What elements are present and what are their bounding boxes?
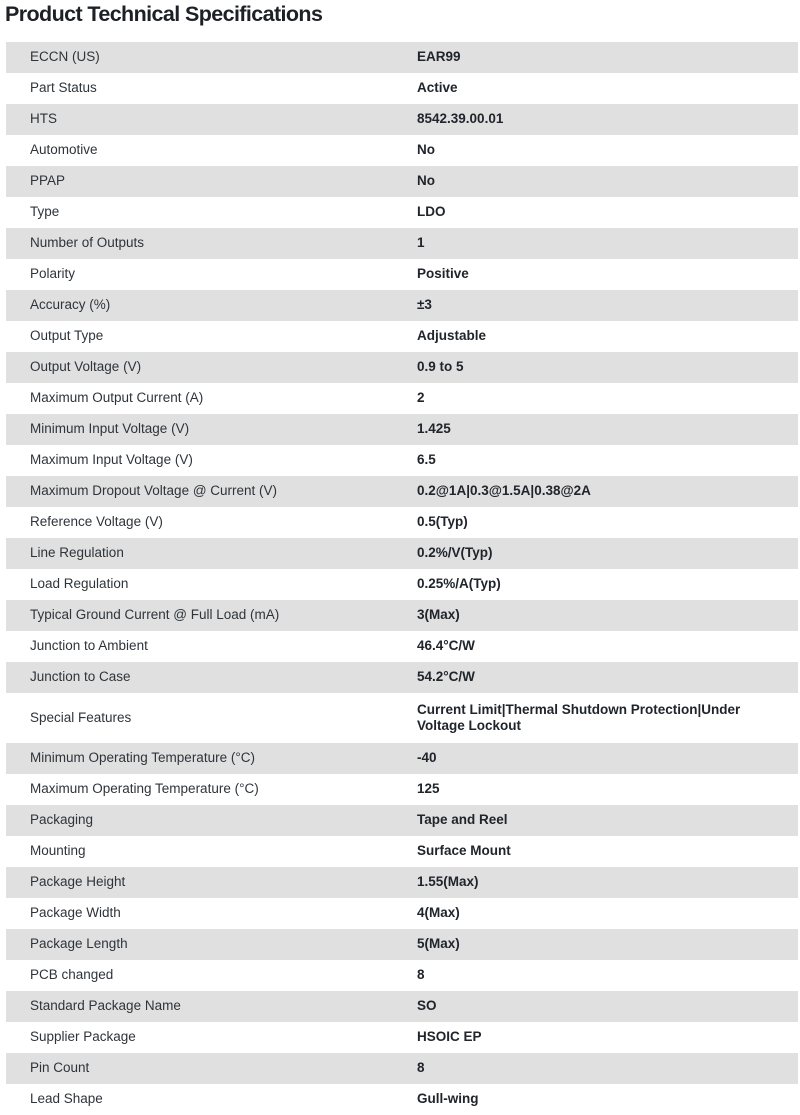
spec-row bbox=[6, 1084, 798, 1115]
spec-value: 6.5 bbox=[417, 452, 436, 468]
spec-value: 1.55(Max) bbox=[417, 874, 479, 890]
spec-label: Packaging bbox=[30, 812, 94, 828]
spec-label: Number of Outputs bbox=[30, 235, 145, 251]
spec-row bbox=[6, 569, 798, 600]
spec-value: 8542.39.00.01 bbox=[417, 111, 504, 127]
spec-label: Pin Count bbox=[30, 1060, 90, 1076]
spec-row bbox=[6, 228, 798, 259]
spec-row bbox=[6, 166, 798, 197]
spec-label: Package Height bbox=[30, 874, 126, 890]
spec-label: Supplier Package bbox=[30, 1029, 136, 1045]
spec-label: Reference Voltage (V) bbox=[30, 514, 163, 530]
spec-value: 3(Max) bbox=[417, 607, 460, 623]
spec-label: Minimum Input Voltage (V) bbox=[30, 421, 190, 437]
spec-row bbox=[6, 662, 798, 693]
spec-row bbox=[6, 631, 798, 662]
spec-row bbox=[6, 290, 798, 321]
spec-label: Minimum Operating Temperature (°C) bbox=[30, 750, 255, 766]
spec-value: Adjustable bbox=[417, 328, 487, 344]
spec-label: Mounting bbox=[30, 843, 86, 859]
spec-label: ECCN (US) bbox=[30, 49, 100, 65]
spec-value: 4(Max) bbox=[417, 905, 460, 921]
spec-label: Line Regulation bbox=[30, 545, 124, 561]
spec-value: SO bbox=[417, 998, 437, 1014]
spec-label: PPAP bbox=[30, 173, 66, 189]
spec-label: Maximum Dropout Voltage @ Current (V) bbox=[30, 483, 278, 499]
spec-value: Tape and Reel bbox=[417, 812, 508, 828]
spec-label: Package Length bbox=[30, 936, 128, 952]
spec-row bbox=[6, 1053, 798, 1084]
spec-row bbox=[6, 538, 798, 569]
spec-label: Automotive bbox=[30, 142, 98, 158]
spec-row bbox=[6, 135, 798, 166]
spec-row bbox=[6, 600, 798, 631]
spec-value: 0.2%/V(Typ) bbox=[417, 545, 493, 561]
page-title: Product Technical Specifications bbox=[5, 2, 323, 26]
spec-row bbox=[6, 774, 798, 805]
spec-row bbox=[6, 960, 798, 991]
spec-label: Maximum Operating Temperature (°C) bbox=[30, 781, 259, 797]
spec-label: Maximum Input Voltage (V) bbox=[30, 452, 193, 468]
spec-row bbox=[6, 445, 798, 476]
spec-row bbox=[6, 507, 798, 538]
spec-row bbox=[6, 743, 798, 774]
spec-value: EAR99 bbox=[417, 49, 461, 65]
spec-row bbox=[6, 991, 798, 1022]
spec-row bbox=[6, 352, 798, 383]
spec-row bbox=[6, 321, 798, 352]
spec-row bbox=[6, 805, 798, 836]
spec-value: 54.2°C/W bbox=[417, 669, 475, 685]
spec-value: 125 bbox=[417, 781, 440, 797]
spec-label: Accuracy (%) bbox=[30, 297, 111, 313]
spec-value: 0.25%/A(Typ) bbox=[417, 576, 501, 592]
spec-label: Junction to Ambient bbox=[30, 638, 148, 654]
spec-row bbox=[6, 197, 798, 228]
spec-value: HSOIC EP bbox=[417, 1029, 482, 1045]
spec-value: LDO bbox=[417, 204, 446, 220]
spec-value: 0.5(Typ) bbox=[417, 514, 468, 530]
spec-row bbox=[6, 104, 798, 135]
spec-value: No bbox=[417, 173, 435, 189]
spec-value: 1 bbox=[417, 235, 425, 251]
spec-row bbox=[6, 867, 798, 898]
spec-row bbox=[6, 476, 798, 507]
spec-label: Maximum Output Current (A) bbox=[30, 390, 204, 406]
spec-row bbox=[6, 929, 798, 960]
spec-label: Type bbox=[30, 204, 60, 220]
spec-row bbox=[6, 693, 798, 743]
spec-value: Current Limit|Thermal Shutdown Protection|Under Voltage Lockout bbox=[417, 701, 741, 733]
spec-value: 8 bbox=[417, 1060, 425, 1076]
spec-label: Junction to Case bbox=[30, 669, 131, 685]
spec-row bbox=[6, 383, 798, 414]
spec-row bbox=[6, 414, 798, 445]
spec-row bbox=[6, 1022, 798, 1053]
spec-value: 2 bbox=[417, 390, 425, 406]
spec-row bbox=[6, 836, 798, 867]
spec-value: Gull-wing bbox=[417, 1091, 479, 1107]
spec-value: Active bbox=[417, 80, 458, 96]
spec-value: 0.9 to 5 bbox=[417, 359, 464, 375]
spec-value: 0.2@1A|0.3@1.5A|0.38@2A bbox=[417, 483, 591, 499]
spec-row bbox=[6, 73, 798, 104]
spec-row bbox=[6, 42, 798, 73]
spec-value: Surface Mount bbox=[417, 843, 511, 859]
spec-label: Package Width bbox=[30, 905, 121, 921]
spec-value: 8 bbox=[417, 967, 425, 983]
spec-value: -40 bbox=[417, 750, 437, 766]
spec-label: Output Type bbox=[30, 328, 104, 344]
spec-label: Load Regulation bbox=[30, 576, 129, 592]
spec-label: Part Status bbox=[30, 80, 97, 96]
spec-row bbox=[6, 259, 798, 290]
spec-value: 1.425 bbox=[417, 421, 451, 437]
spec-label: PCB changed bbox=[30, 967, 114, 983]
spec-row bbox=[6, 898, 798, 929]
spec-value: No bbox=[417, 142, 435, 158]
spec-value: Positive bbox=[417, 266, 469, 282]
spec-label: Typical Ground Current @ Full Load (mA) bbox=[30, 607, 280, 623]
spec-label: Special Features bbox=[30, 709, 132, 725]
spec-label: HTS bbox=[30, 111, 57, 127]
spec-label: Standard Package Name bbox=[30, 998, 181, 1014]
spec-value: ±3 bbox=[417, 297, 432, 313]
spec-label: Output Voltage (V) bbox=[30, 359, 142, 375]
spec-value: 5(Max) bbox=[417, 936, 460, 952]
spec-table bbox=[0, 42, 800, 1115]
spec-label: Polarity bbox=[30, 266, 76, 282]
spec-value: 46.4°C/W bbox=[417, 638, 475, 654]
spec-label: Lead Shape bbox=[30, 1091, 103, 1107]
